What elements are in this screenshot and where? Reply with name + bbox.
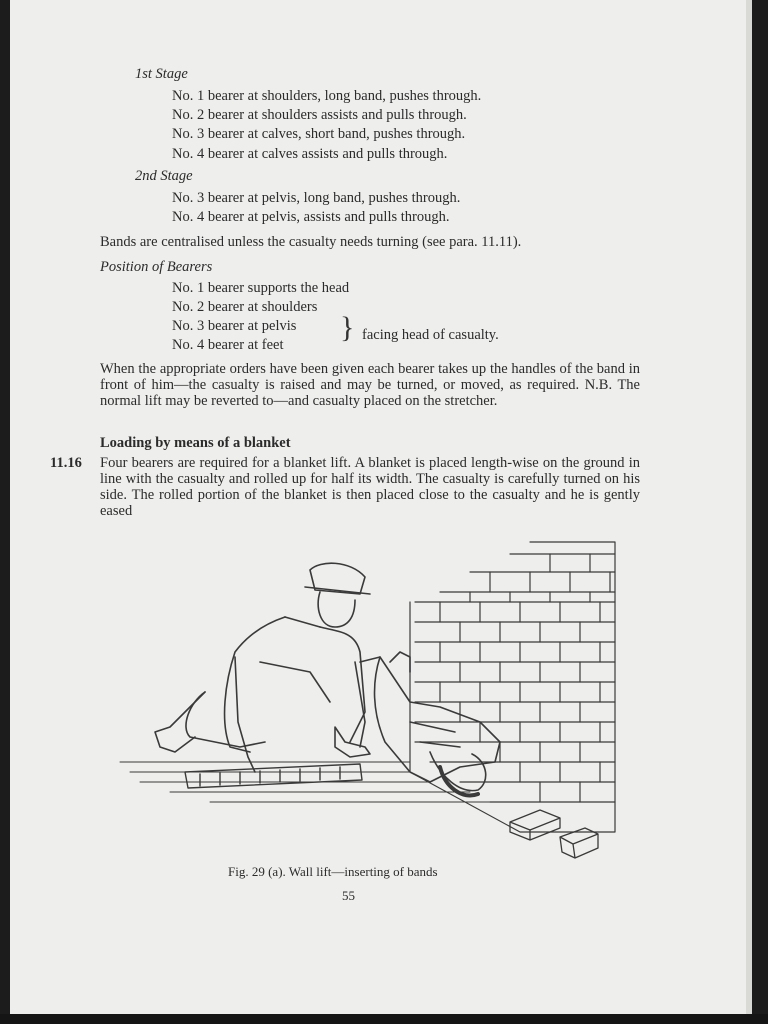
casualty-figure <box>360 652 500 795</box>
position-line: No. 1 bearer supports the head <box>172 280 350 296</box>
stage-1-line: No. 4 bearer at calves assists and pulls through. <box>172 146 448 162</box>
position-line: No. 2 bearer at shoulders <box>172 299 318 315</box>
stretcher-band <box>185 764 362 788</box>
brace-icon: } <box>340 311 355 344</box>
stage-2-heading: 2nd Stage <box>135 168 193 184</box>
kneeling-bearer-figure <box>155 563 370 772</box>
blanket-paragraph: Four bearers are required for a blanket lift. A blanket is placed length-wise on the ground in line with the casualty and rolled up for half its width. The casualty is carefully turned on his side. The rolled portion of the blanket is then placed close to the casualty and he is gently eased <box>100 455 640 519</box>
position-heading: Position of Bearers <box>100 259 213 275</box>
page-edge-shadow <box>0 1014 768 1024</box>
page-number: 55 <box>342 888 355 903</box>
orders-paragraph: When the appropriate orders have been given each bearer takes up the handles of the band in front of him—the casualty is raised and may be turned, or moved, as required. N.B. The normal lift may be reverted to—and casualty placed on the stretcher. <box>100 361 640 409</box>
stage-2-line: No. 3 bearer at pelvis, long band, pushes through. <box>172 190 461 206</box>
figure-caption: Fig. 29 (a). Wall lift—inserting of bands <box>228 864 438 879</box>
stage-1-line: No. 3 bearer at calves, short band, pushes through. <box>172 126 466 142</box>
loose-bricks <box>510 810 598 858</box>
stage-1-line: No. 1 bearer at shoulders, long band, pushes through. <box>172 88 482 104</box>
position-line: No. 3 bearer at pelvis <box>172 318 297 334</box>
brace-note: facing head of casualty. <box>362 327 499 343</box>
stage-2-line: No. 4 bearer at pelvis, assists and pulls through. <box>172 209 450 225</box>
book-page <box>10 0 752 1014</box>
brick-wall <box>410 542 615 832</box>
position-line: No. 4 bearer at feet <box>172 337 284 353</box>
blanket-section-heading: Loading by means of a blanket <box>100 435 291 451</box>
wall-lift-illustration <box>110 532 630 862</box>
bands-note: Bands are centralised unless the casualty needs turning (see para. 11.11). <box>100 234 522 250</box>
stage-1-line: No. 2 bearer at shoulders assists and pulls through. <box>172 107 467 123</box>
paragraph-number: 11.16 <box>50 455 82 471</box>
stage-1-heading: 1st Stage <box>135 66 188 82</box>
